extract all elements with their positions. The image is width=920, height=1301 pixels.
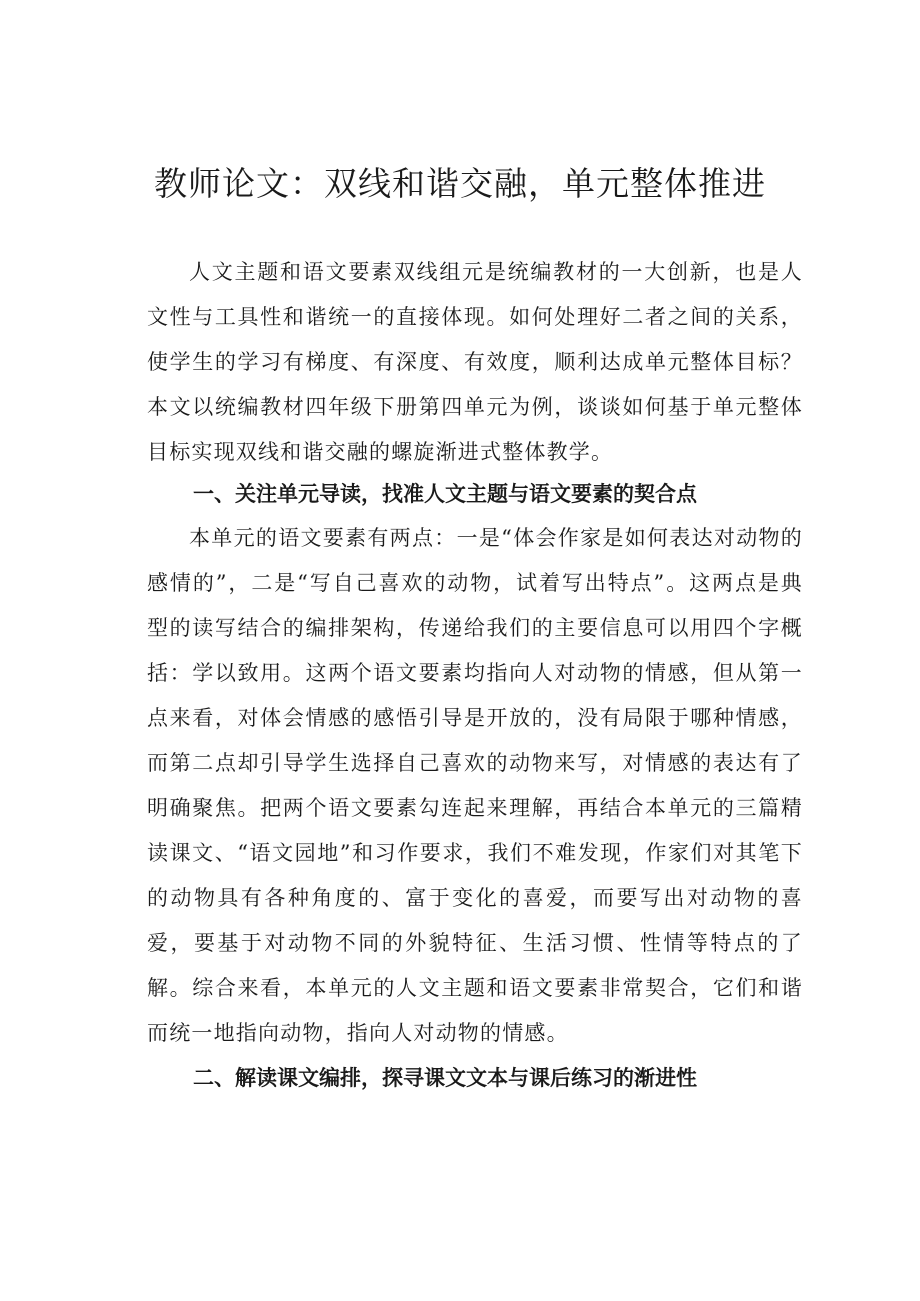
section-paragraph-1: 本单元的语文要素有两点：一是“体会作家是如何表达对动物的感情的”，二是“写自己喜欢的动物，试着写出特点”。这两点是典型的读写结合的编排架构，传递给我们的主要信息可以用四个字概括：学以致用。这两个语文要素均指向人对动物的情感，但从第一点来看，对体会情感的感悟引导是开放的，没有局限于哪种情感，而第二点却引导学生选择自己喜欢的动物来写，对情感的表达有了明确聚焦。把两个语文要素勾连起来理解，再结合本单元的三篇精读课文、“语文园地”和习作要求，我们不难发现，作家们对其笔下的动物具有各种角度的、富于变化的喜爱，而要写出对动物的喜爱，要基于对动物不同的外貌特征、生活习惯、性情等特点的了解。综合来看，本单元的人文主题和语文要素非常契合，它们和谐而统一地指向动物，指向人对动物的情感。 xyxy=(147,526,803,1045)
intro-paragraph: 人文主题和语文要素双线组元是统编教材的一大创新，也是人文性与工具性和谐统一的直接体现。如何处理好二者之间的关系，使学生的学习有梯度、有深度、有效度，顺利达成单元整体目标？本文以统编教材四年级下册第四单元为例，谈谈如何基于单元整体目标实现双线和谐交融的螺旋渐进式整体教学。 xyxy=(147,260,803,464)
document-title: 教师论文：双线和谐交融，单元整体推进 xyxy=(154,164,766,203)
section-heading-1: 一、关注单元导读，找准人文主题与语文要素的契合点 xyxy=(193,482,697,506)
section-heading-2: 二、解读课文编排，探寻课文文本与课后练习的渐进性 xyxy=(193,1066,697,1090)
